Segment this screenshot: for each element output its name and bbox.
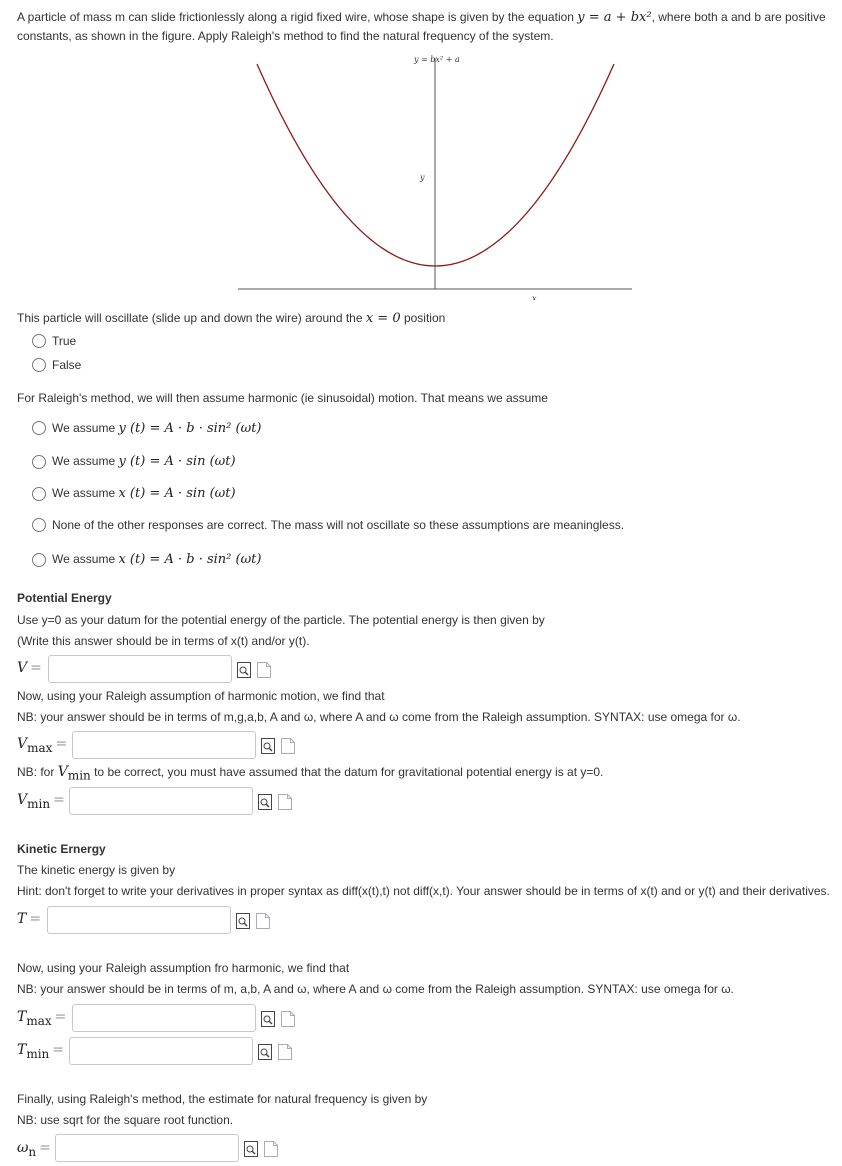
- kinetic-line-4: NB: your answer should be in terms of m, a,b, A and ω, where A and ω come from the Raleigh assumption. SYNTAX: use omega for ω.: [17, 982, 734, 996]
- potential-line-3: Now, using your Raleigh assumption of harmonic motion, we find that: [17, 689, 385, 703]
- intro-equation: y = a + bx²: [577, 10, 652, 25]
- wire-figure: [230, 50, 640, 300]
- potential-line-4: NB: your answer should be in terms of m,g,a,b, A and ω, where A and ω come from the Raleigh assumption. SYNTAX: use omega for ω.: [17, 710, 741, 724]
- frequency-line-1: Finally, using Raleigh's method, the estimate for natural frequency is given by: [17, 1092, 428, 1106]
- frequency-line-2: NB: use sqrt for the square root function.: [17, 1113, 234, 1127]
- kinetic-heading: Kinetic Ernergy: [17, 842, 106, 856]
- q1-prompt: This particle will oscillate (slide up and down the wire) around the x = 0 position: [17, 311, 446, 326]
- vmax-answer-input[interactable]: [72, 731, 256, 759]
- preview-icon[interactable]: [258, 1044, 272, 1060]
- preview-icon[interactable]: [258, 794, 272, 810]
- kinetic-line-1: The kinetic energy is given by: [17, 863, 176, 877]
- tmin-label: $T_{min}$ =: [17, 1042, 65, 1061]
- vmin-answer-input[interactable]: [69, 787, 253, 815]
- preview-icon[interactable]: [237, 662, 251, 678]
- radio-false[interactable]: [32, 358, 46, 372]
- q2-prompt: For Raleigh's method, we will then assume harmonic (ie sinusoidal) motion. That means we assume: [17, 391, 548, 405]
- tmin-answer-input[interactable]: [69, 1037, 253, 1065]
- intro-line-1: A particle of mass m can slide frictionlessly along a rigid fixed wire, whose shape is given by the equation y = a + bx², where both a and b are positive: [17, 10, 826, 25]
- radio-assume-y-sin[interactable]: [32, 455, 46, 469]
- syntax-help-icon[interactable]: [281, 738, 295, 754]
- syntax-help-icon[interactable]: [264, 1141, 278, 1157]
- radio-none-correct[interactable]: [32, 518, 46, 532]
- intro-line-2: constants, as shown in the figure. Apply Raleigh's method to find the natural frequency of the system.: [17, 29, 554, 43]
- syntax-help-icon[interactable]: [257, 662, 271, 678]
- radio-assume-x-sin2[interactable]: [32, 553, 46, 567]
- vmax-label: $V_{max}$ =: [17, 736, 68, 755]
- syntax-help-icon[interactable]: [281, 1011, 295, 1027]
- x-axis-label: x: [532, 294, 537, 300]
- syntax-help-icon[interactable]: [256, 913, 270, 929]
- wn-answer-input[interactable]: [55, 1134, 239, 1162]
- tmax-label: $T_{max}$ =: [17, 1009, 67, 1028]
- preview-icon[interactable]: [236, 913, 250, 929]
- t-label: T =: [17, 911, 42, 927]
- option-assume-x-sin: We assume x (t) = A · sin (ωt): [52, 486, 236, 501]
- kinetic-line-2: Hint: don't forget to write your derivatives in proper syntax as diff(x(t),t) not diff(x,t). Your answer should be in terms of x(t) and or y(t) and their derivatives.: [17, 884, 830, 898]
- preview-icon[interactable]: [261, 738, 275, 754]
- potential-line-2: (Write this answer should be in terms of x(t) and/or y(t).: [17, 634, 310, 648]
- radio-assume-y-sin2[interactable]: [32, 421, 46, 435]
- potential-line-1: Use y=0 as your datum for the potential energy of the particle. The potential energy is then given by: [17, 613, 545, 627]
- preview-icon[interactable]: [244, 1141, 258, 1157]
- kinetic-line-3: Now, using your Raleigh assumption fro harmonic, we find that: [17, 961, 350, 975]
- v-answer-input[interactable]: [48, 655, 232, 683]
- v-label: V =: [17, 660, 42, 676]
- tmax-answer-input[interactable]: [72, 1004, 256, 1032]
- syntax-help-icon[interactable]: [278, 1044, 292, 1060]
- t-answer-input[interactable]: [47, 906, 231, 934]
- potential-heading: Potential Energy: [17, 591, 112, 605]
- option-none-correct: None of the other responses are correct. The mass will not oscillate so these assumptions are meaningless.: [52, 518, 625, 532]
- option-true-label: True: [52, 334, 77, 348]
- preview-icon[interactable]: [261, 1011, 275, 1027]
- option-assume-y-sin2: We assume y (t) = A · b · sin² (ωt): [52, 421, 262, 436]
- potential-nb: NB: for $V_{min}$ to be correct, you must have assumed that the datum for gravitational potential energy is at y=0.: [17, 764, 604, 783]
- syntax-help-icon[interactable]: [278, 794, 292, 810]
- option-assume-x-sin2: We assume x (t) = A · b · sin² (ωt): [52, 552, 262, 567]
- radio-true[interactable]: [32, 334, 46, 348]
- option-false-label: False: [52, 358, 82, 372]
- radio-assume-x-sin[interactable]: [32, 487, 46, 501]
- wn-label: $\omega_n$ =: [17, 1140, 51, 1159]
- curve-label: y = bx² + a: [414, 55, 460, 64]
- option-assume-y-sin: We assume y (t) = A · sin (ωt): [52, 454, 236, 469]
- y-axis-label: y: [420, 173, 425, 182]
- vmin-label: $V_{min}$ =: [17, 792, 65, 811]
